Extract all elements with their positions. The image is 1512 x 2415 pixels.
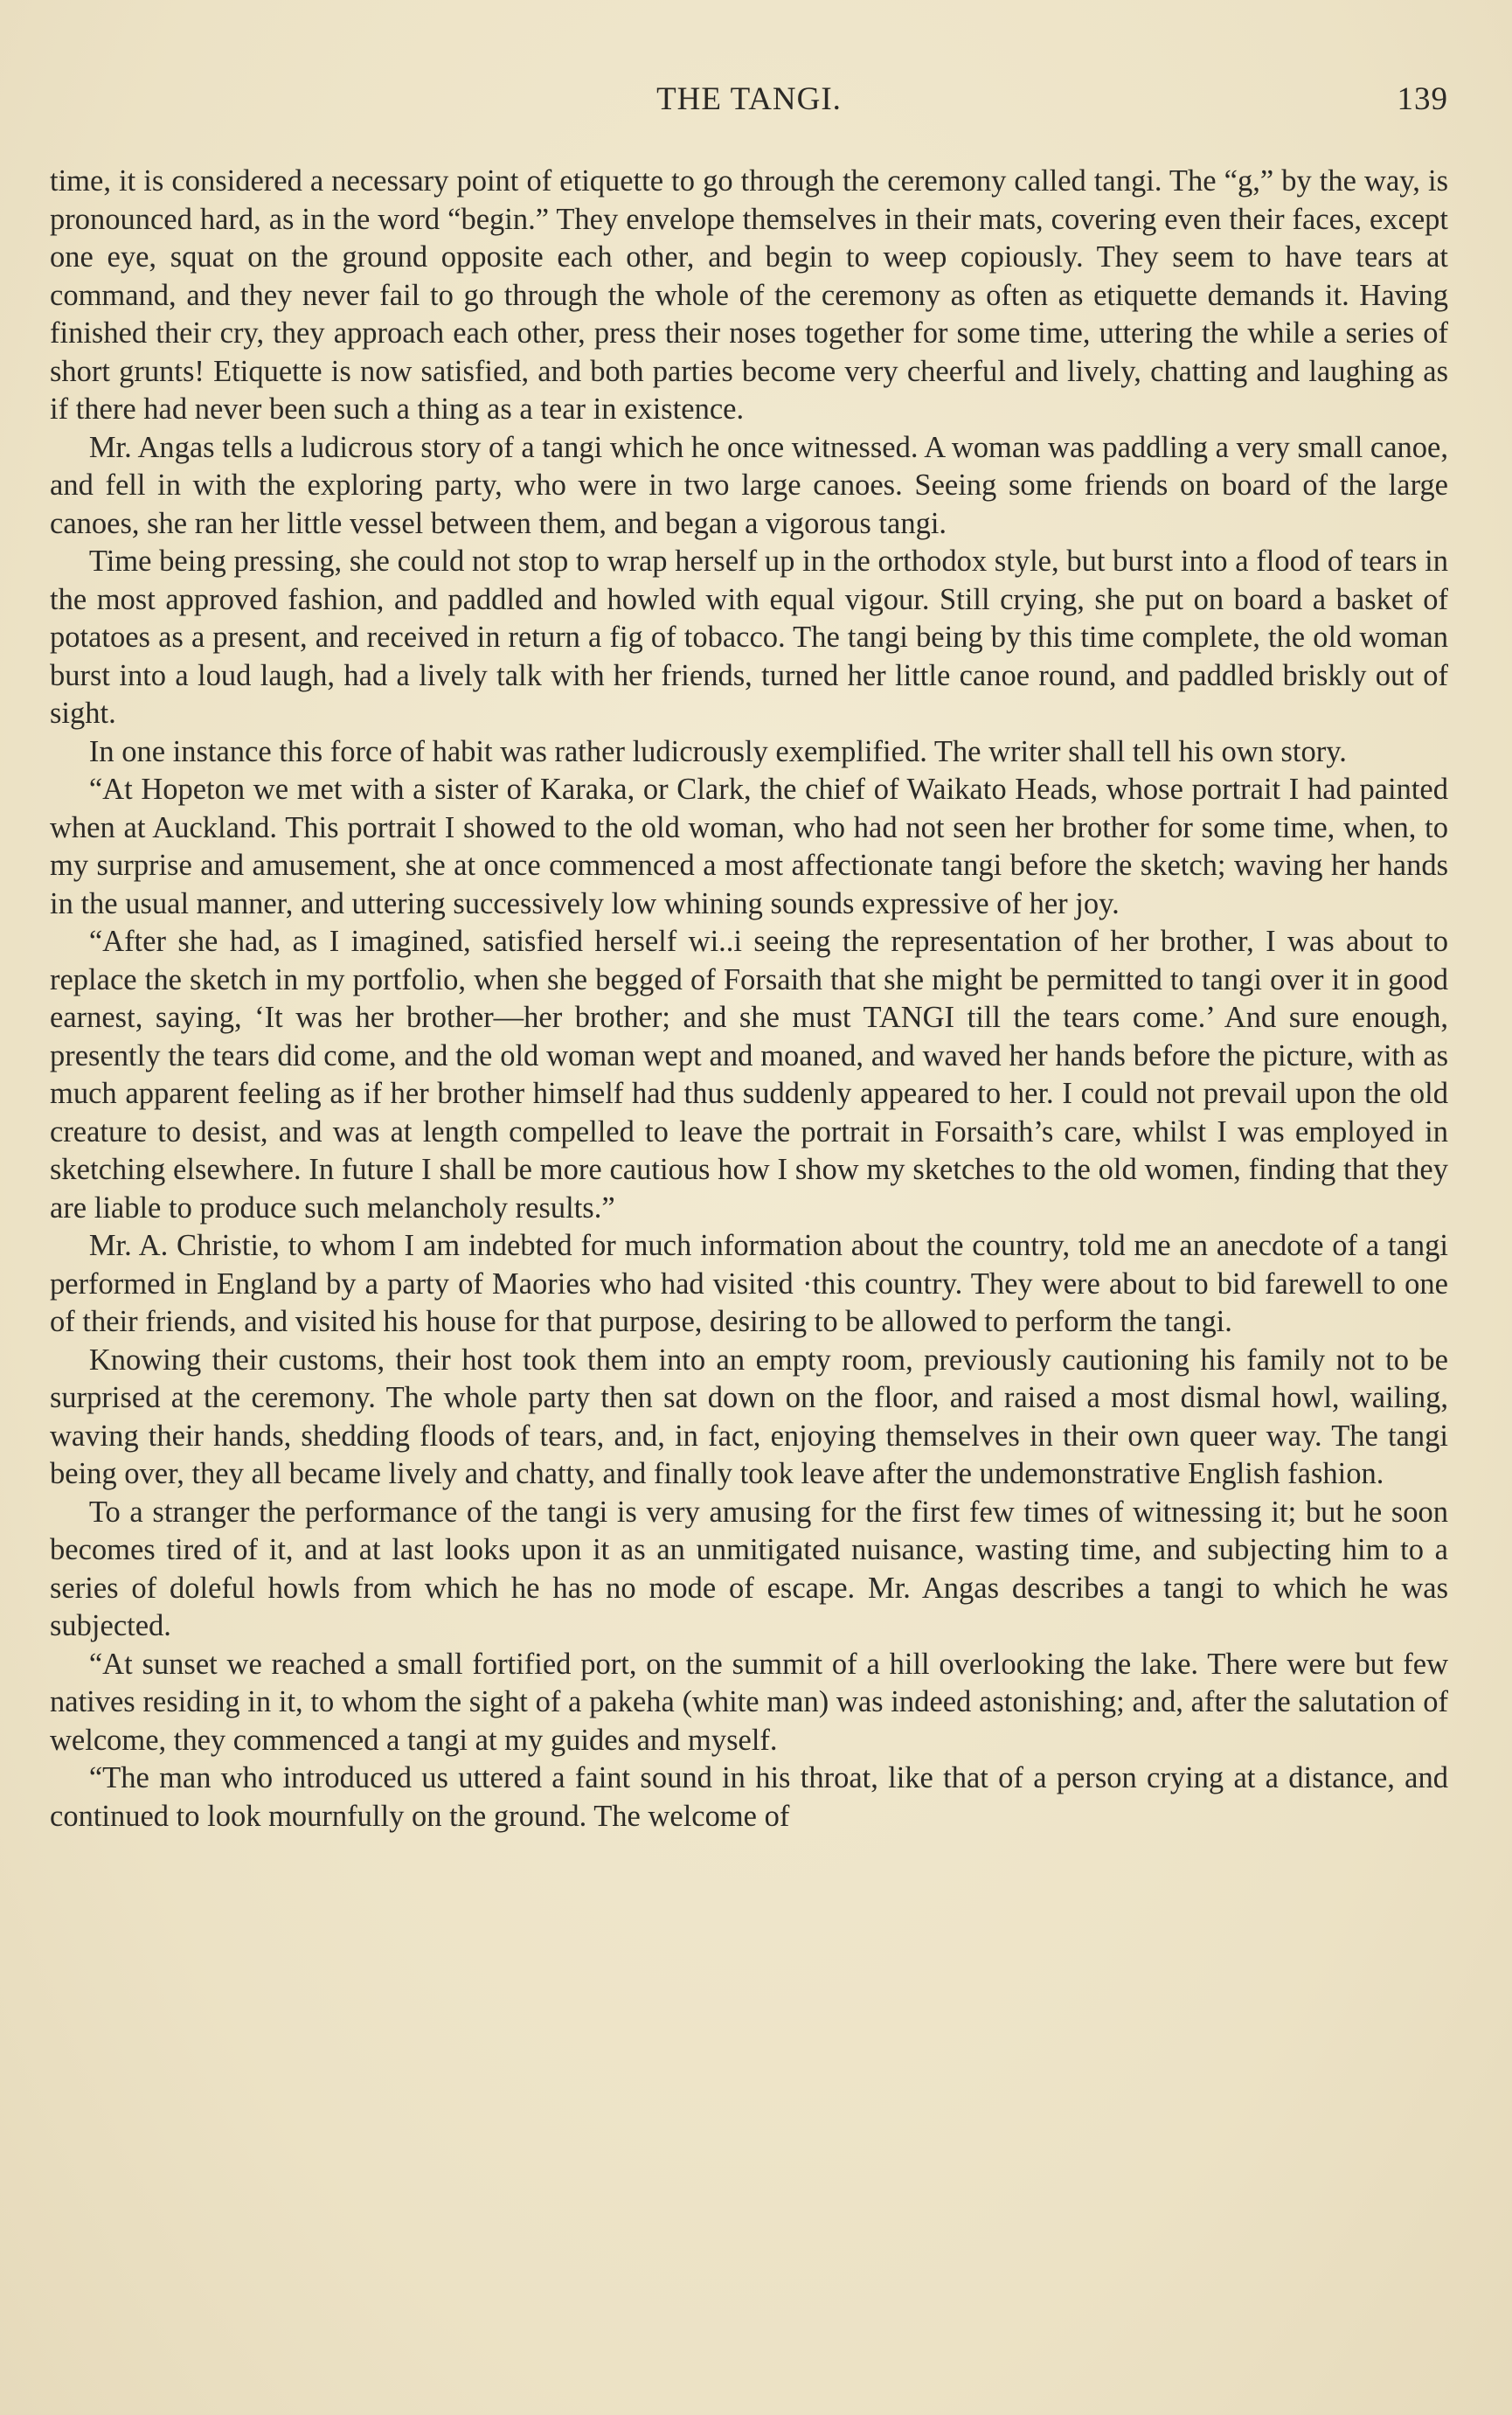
paragraph: “The man who introduced us uttered a faint sound in his throat, like that of a person crying at a distance, and continued to look mournfully on the ground. The welcome of [50,1761,1448,1833]
body-text [50,163,1448,1836]
paragraph: To a stranger the performance of the tangi is very amusing for the first few times of witnessing it; but he soon becomes tired of it, and at last looks upon it as an unmitigated nuisance, wasting time, and subjecting him to a series of doleful howls from which he has no mode of escape. Mr. Angas describes a tangi to which he was subjected. [50,1495,1448,1642]
paragraph: Time being pressing, she could not stop to wrap herself up in the orthodox style, but burst into a flood of tears in the most approved fashion, and paddled and howled with equal vigour. Still crying, she put on board a basket of potatoes as a present, and received in return a fig of tobacco. The tangi being by this time complete, the old woman burst into a loud laugh, had a lively talk with her friends, turned her little canoe round, and paddled briskly out of sight. [50,545,1448,730]
paragraph: Knowing their customs, their host took them into an empty room, previously cautioning his family not to be surprised at the ceremony. The whole party then sat down on the floor, and raised a most dismal howl, wailing, waving their hands, shedding floods of tears, and, in fact, enjoying themselves in their own queer way. The tangi being over, they all became lively and chatty, and finally took leave after the undemonstrative English fashion. [50,1343,1448,1490]
paragraph: Mr. Angas tells a ludicrous story of a tangi which he once witnessed. A woman was paddling a very small canoe, and fell in with the exploring party, who were in two large canoes. Seeing some friends on board of the large canoes, she ran her little vessel between them, and began a vigorous tangi. [50,430,1448,540]
running-head [50,80,1448,133]
paragraph: “After she had, as I imagined, satisfied herself wi..i seeing the representation of her brother, I was about to replace the sketch in my portfolio, when she begged of Forsaith that she might be permitted to tangi over it in good earnest, saying, ‘It was her brother—her brother; and she must TANGI till the tears come.’ And sure enough, presently the tears did come, and the old woman wept and moaned, and waved her hands before the picture, with as much apparent feeling as if her brother himself had thus suddenly appeared to her. I could not prevail upon the old creature to desist, and was at length compelled to leave the portrait in Forsaith’s care, whilst I was employed in sketching elsewhere. In future I shall be more cautious how I show my sketches to the old women, finding that they are liable to produce such melancholy results.” [50,925,1448,1225]
paragraph: “At sunset we reached a small fortified port, on the summit of a hill overlooking the lake. There were but few natives residing in it, to whom the sight of a pakeha (white man) was indeed astonishing; and, after the salutation of welcome, they commenced a tangi at my guides and myself. [50,1647,1448,1757]
paragraph: In one instance this force of habit was rather ludicrously exemplified. The writer shall tell his own story. [88,734,1347,768]
paragraph: time, it is considered a necessary point of etiquette to go through the ceremony called tangi. The “g,” by the way, is pronounced hard, as in the word “begin.” They envelope themselves in their mats, covering even their faces, except one eye, squat on the ground opposite each other, and begin to weep copiously. They seem to have tears at command, and they never fail to go through the whole of the ceremony as often as etiquette demands it. Having finished their cry, they approach each other, press their noses together for some time, uttering the while a series of short grunts! Etiquette is now satisfied, and both parties become very cheerful and lively, chatting and laughing as if there had never been such a thing as a tear in existence. [50,164,1448,426]
book-page [50,80,1448,1836]
chapter-title: THE TANGI. [656,81,842,117]
page-number: 139 [1397,81,1448,117]
paragraph: “At Hopeton we met with a sister of Karaka, or Clark, the chief of Waikato Heads, whose portrait I had painted when at Auckland. This portrait I showed to the old woman, who had not seen her brother for some time, when, to my surprise and amusement, she at once commenced a most affectionate tangi before the sketch; waving her hands in the usual manner, and uttering successively low whining sounds expressive of her joy. [50,773,1448,920]
paragraph: Mr. A. Christie, to whom I am indebted for much information about the country, told me an anecdote of a tangi performed in England by a party of Maories who had visited ·this country. They were about to bid farewell to one of their friends, and visited his house for that purpose, desiring to be allowed to perform the tangi. [50,1229,1448,1338]
